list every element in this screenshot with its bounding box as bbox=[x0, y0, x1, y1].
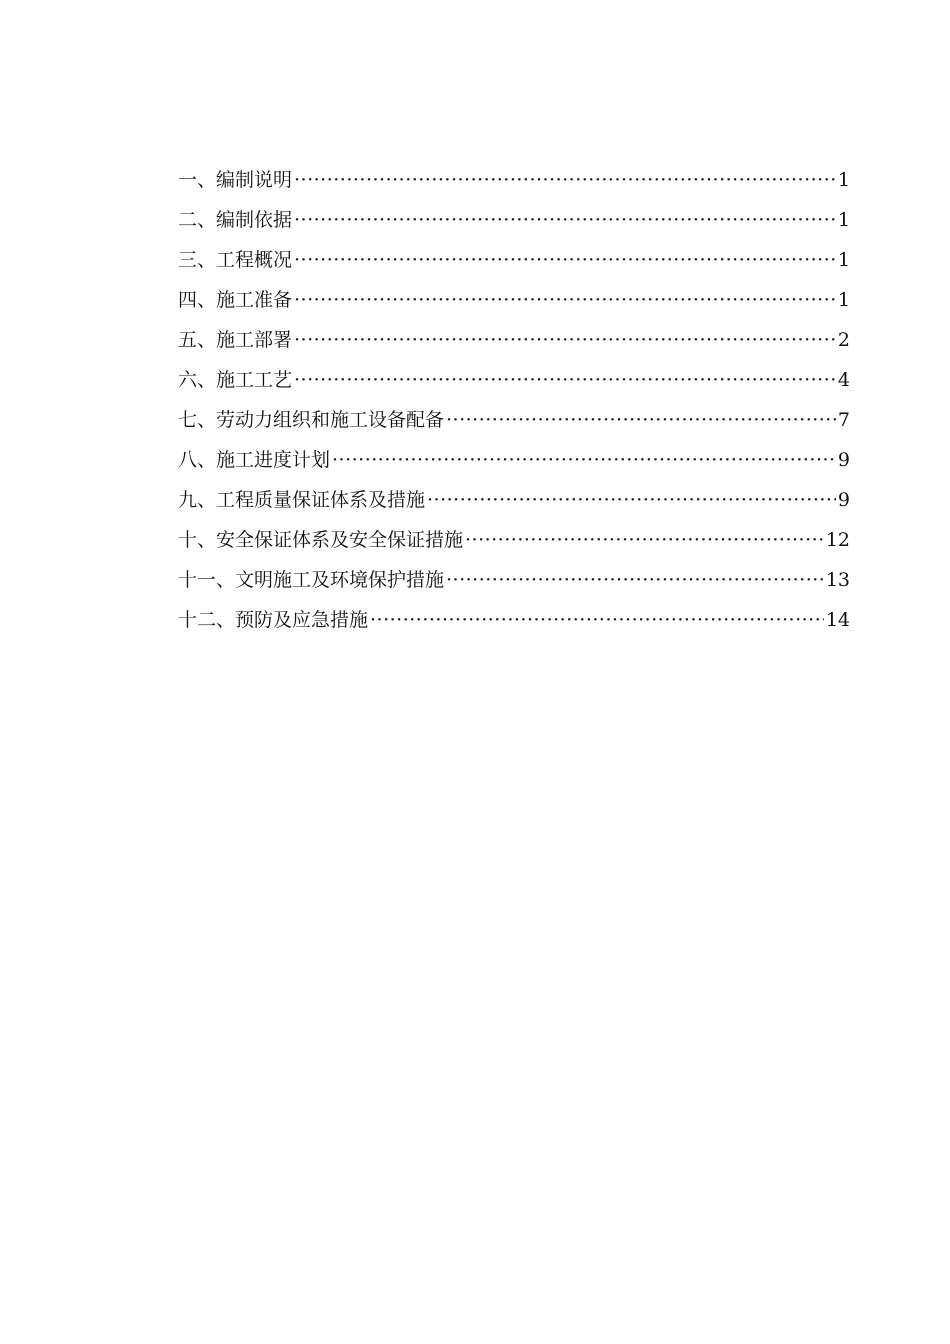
toc-entry[interactable] bbox=[178, 320, 850, 360]
toc-entry-title: 十一、文明施工及环境保护措施 bbox=[178, 569, 445, 591]
toc-entry-page: 1 bbox=[837, 169, 850, 191]
toc-entry-page: 4 bbox=[837, 369, 850, 391]
toc-dot-leader bbox=[370, 600, 824, 640]
toc-entry-title: 六、施工工艺 bbox=[178, 369, 293, 391]
toc-entry-page: 7 bbox=[837, 409, 850, 431]
toc-entry-title: 二、编制依据 bbox=[178, 209, 293, 231]
toc-dot-leader bbox=[294, 360, 836, 400]
toc-entry[interactable] bbox=[178, 480, 850, 520]
toc-entry-title: 七、劳动力组织和施工设备配备 bbox=[178, 409, 445, 431]
toc-entry-page: 13 bbox=[825, 569, 850, 591]
toc-dot-leader bbox=[294, 200, 836, 240]
toc-entry[interactable] bbox=[178, 360, 850, 400]
toc-dot-leader bbox=[446, 400, 836, 440]
toc-entry[interactable] bbox=[178, 400, 850, 440]
toc-dot-leader bbox=[446, 560, 824, 600]
table-of-contents bbox=[178, 160, 850, 640]
toc-entry-title: 十、安全保证体系及安全保证措施 bbox=[178, 529, 464, 551]
toc-entry-title: 五、施工部署 bbox=[178, 329, 293, 351]
toc-entry-page: 1 bbox=[837, 209, 850, 231]
toc-dot-leader bbox=[294, 320, 836, 360]
toc-entry[interactable] bbox=[178, 280, 850, 320]
toc-entry-title: 四、施工准备 bbox=[178, 289, 293, 311]
toc-entry[interactable] bbox=[178, 560, 850, 600]
toc-entry-page: 1 bbox=[837, 289, 850, 311]
toc-entry[interactable] bbox=[178, 600, 850, 640]
toc-entry[interactable] bbox=[178, 440, 850, 480]
toc-entry-page: 1 bbox=[837, 249, 850, 271]
toc-dot-leader bbox=[294, 280, 836, 320]
toc-entry[interactable] bbox=[178, 200, 850, 240]
toc-entry-page: 9 bbox=[837, 449, 850, 471]
toc-entry-page: 12 bbox=[825, 529, 850, 551]
toc-entry-title: 三、工程概况 bbox=[178, 249, 293, 271]
toc-entry-title: 十二、预防及应急措施 bbox=[178, 609, 369, 631]
toc-entry-title: 九、工程质量保证体系及措施 bbox=[178, 489, 426, 511]
toc-dot-leader bbox=[294, 240, 836, 280]
toc-dot-leader bbox=[427, 480, 836, 520]
toc-entry-page: 9 bbox=[837, 489, 850, 511]
toc-entry[interactable] bbox=[178, 520, 850, 560]
toc-dot-leader bbox=[332, 440, 836, 480]
toc-entry-page: 2 bbox=[837, 329, 850, 351]
toc-entry-title: 八、施工进度计划 bbox=[178, 449, 331, 471]
toc-dot-leader bbox=[465, 520, 824, 560]
toc-entry[interactable] bbox=[178, 240, 850, 280]
toc-entry-page: 14 bbox=[825, 609, 850, 631]
toc-entry-title: 一、编制说明 bbox=[178, 169, 293, 191]
toc-entry[interactable] bbox=[178, 160, 850, 200]
toc-dot-leader bbox=[294, 160, 836, 200]
